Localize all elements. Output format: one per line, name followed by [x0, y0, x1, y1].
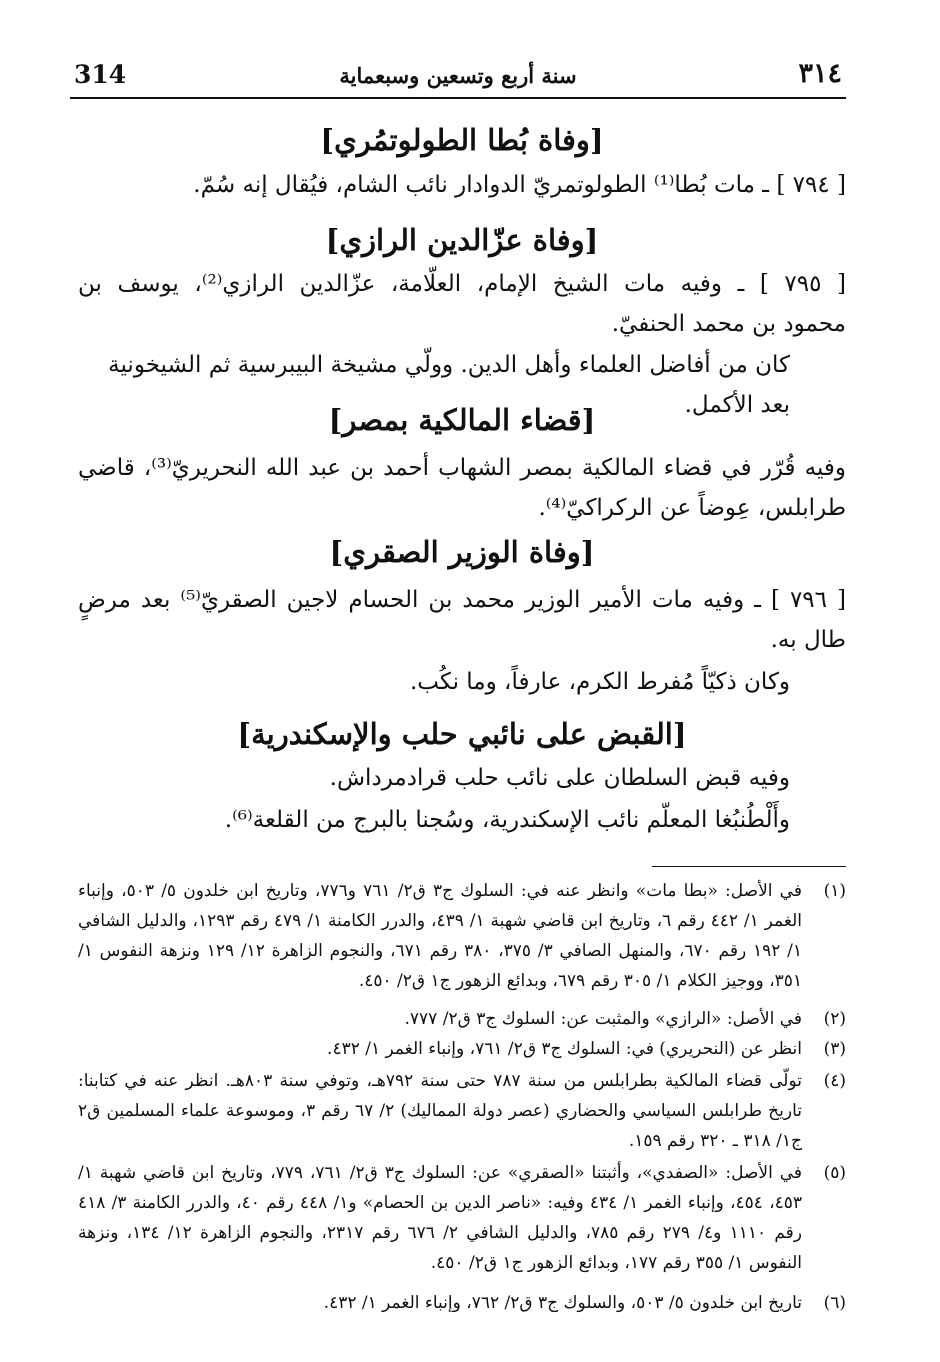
footnote-text: في الأصل: «بطا مات» وانظر عنه في: السلوك ج٣ ق٢/ ٧٦١ و٧٧٦، وتاريخ ابن خلدون ٥/ ٥٠٣، وإنباء الغمر ١/ ٤٤٢ رقم ٦، وتاريخ ابن قاضي شهبة ١/ ٤٣٩، والدرر الكامنة ١/ ٤٧٩ رقم ١٢٩٣، والدليل الشافي ١/ ١٩٢ رقم ٦٧٠، والمنهل الصافي ٣/ ٣٧٥، ٣٨٠ رقم ٦٧١، والنجوم الزاهرة ١٢/ ١٢٩ ونزهة النفوس ١/ ٣٥١، ووجيز الكلام ١/ ٣٠٥ رقم ٦٧٩، وبدائع الزهور ج١ ق٢/ ٤٥٠.: [78, 881, 803, 991]
page-number-arabic: ٣١٤: [798, 58, 842, 89]
footnote-rule: [652, 866, 846, 867]
text-line: وكان ذكيّاً مُفرط الكرم، عارفاً، وما نكُب.: [409, 669, 790, 695]
footnote: [78, 1288, 846, 1318]
footnote-text: في الأصل: «الصفدي»، وأثبتنا «الصقري» عن: السلوك ج٣ ق٢/ ٧٦١، ٧٧٩، وتاريخ ابن قاضي شهبة ١/ ٤٥٣، ٤٥٤، وإنباء الغمر ١/ ٤٣٤ وفيه: «ناصر الدين بن الحصام» و١/ ٤٤٨ رقم ٤٠، والدرر الكامنة ٣/ ٤١٨ رقم ١١١٠ و٤/ ٢٧٩ رقم ٧٨٥، والدليل الشافي ٢/ ٦٧٦ رقم ٢٣١٧، والنجوم الزاهرة ١٢/ ١٣٤، ونزهة النفوس ١/ ٣٥٥ رقم ١٧٧، وبدائع الزهور ج١ ق٢/ ٤٥٠.: [78, 1163, 803, 1273]
footnote-number: (٢): [823, 1009, 846, 1029]
text-line: كان من أفاضل العلماء وأهل الدين. وولّي مشيخة البيبرسية ثم الشيخونية بعد الأكمل.: [108, 352, 790, 418]
text-line: [ ٧٩٤ ] ـ مات بُطا⁽¹⁾ الطولوتمريّ الدوادار نائب الشام، فيُقال إنه سُمّ.: [193, 172, 846, 198]
footnote: [78, 1066, 846, 1156]
text-line: وفيه قبض السلطان على نائب حلب قرادمرداش.: [329, 765, 790, 791]
footnote-number: (٤): [823, 1071, 846, 1091]
section-heading: [وفاة عزّالدين الرازي]: [325, 223, 599, 257]
footnote-number: (٥): [823, 1163, 846, 1183]
text-line: [ ٧٩٥ ] ـ وفيه مات الشيخ الإمام، العلّامة، عزّالدين الرازي⁽²⁾، يوسف بن: [78, 271, 847, 297]
text-line: طال به.: [770, 627, 846, 653]
section-heading: [وفاة الوزير الصقري]: [329, 535, 595, 569]
footnote: [78, 1158, 846, 1278]
text-line: [ ٧٩٦ ] ـ وفيه مات الأمير الوزير محمد بن الحسام لاجين الصقريّ⁽⁵⁾ بعد مرضٍ: [78, 587, 846, 613]
footnote: [78, 1034, 846, 1064]
page-header: [70, 56, 846, 96]
footnote-number: (٦): [823, 1293, 846, 1313]
footnote-text: تولّى قضاء المالكية بطرابلس من سنة ٧٨٧ حتى سنة ٧٩٢هـ، وتوفي سنة ٨٠٣هـ. انظر عنه في كتابنا: تاريخ طرابلس السياسي والحضاري (عصر دولة المماليك) ٢/ ٦٧ رقم ٣، وموسوعة علماء المسلمين ق٢ ج١/ ٣١٨ ـ ٣٢٠ رقم ١٥٩.: [78, 1071, 802, 1151]
footnote-text: في الأصل: «الرازي» والمثبت عن: السلوك ج٣ ق٢/ ٧٧٧.: [404, 1009, 802, 1029]
footnote-number: (١): [823, 881, 846, 901]
section-heading: [قضاء المالكية بمصر]: [328, 403, 596, 437]
text-line: وأَلْطُنبُغا المعلّم نائب الإسكندرية، وسُجنا بالبرج من القلعة⁽⁶⁾.: [224, 807, 790, 833]
footnote: [78, 876, 846, 996]
text-line: محمود بن محمد الحنفيّ.: [611, 311, 846, 337]
page-number-latin: 314: [74, 60, 127, 89]
text-line: وفيه قُرّر في قضاء المالكية بمصر الشهاب أحمد بن عبد الله النحريريّ⁽³⁾، قاضي: [78, 455, 846, 481]
footnote: [78, 1004, 846, 1034]
section-heading: [وفاة بُطا الطولوتمُري]: [320, 123, 604, 157]
text-line: طرابلس، عِوضاً عن الركراكيّ⁽⁴⁾.: [538, 495, 846, 521]
running-title: سنة أربع وتسعين وسبعماية: [339, 63, 577, 88]
footnote-text: تاريخ ابن خلدون ٥/ ٥٠٣، والسلوك ج٣ ق٢/ ٧٦٢، وإنباء الغمر ١/ ٤٣٢.: [323, 1293, 802, 1313]
section-heading: [القبض على نائبي حلب والإسكندرية]: [237, 717, 687, 751]
footnote-text: انظر عن (النحريري) في: السلوك ج٣ ق٢/ ٧٦١، وإنباء الغمر ١/ ٤٣٢.: [327, 1039, 802, 1059]
footnote-number: (٣): [823, 1039, 846, 1059]
header-rule: [70, 97, 846, 99]
